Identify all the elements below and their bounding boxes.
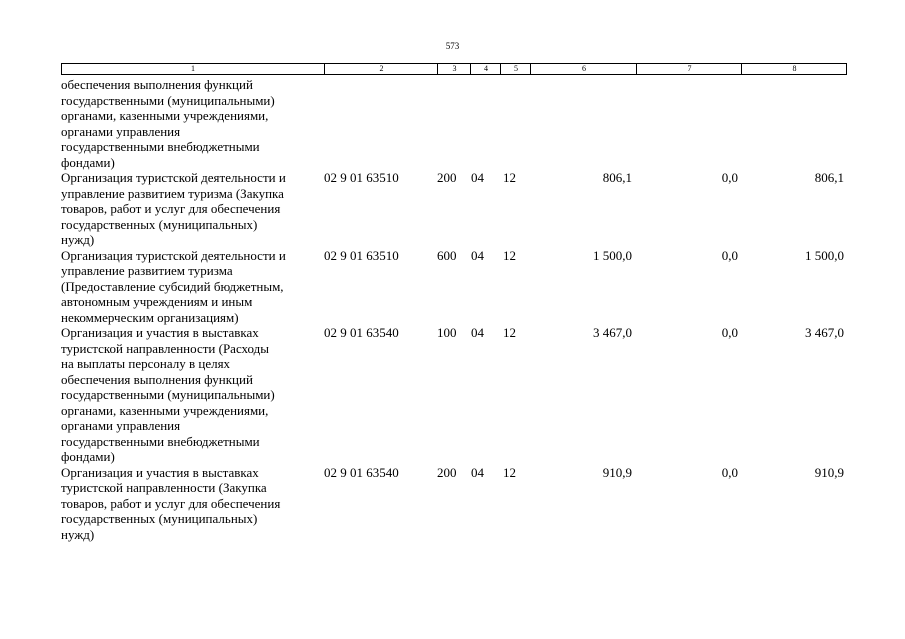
row-expense-type: 200 [437, 464, 457, 480]
table-row [61, 325, 847, 465]
row-expense-type: 600 [437, 247, 457, 263]
row-section: 04 [471, 464, 484, 480]
column-header-4: 4 [470, 64, 501, 74]
column-header-8: 8 [741, 64, 847, 74]
row-subsection: 12 [503, 247, 516, 263]
row-section: 04 [471, 247, 484, 263]
row-expense-type: 100 [437, 325, 457, 340]
row-subsection: 12 [503, 325, 516, 340]
row-target-code: 02 9 01 63510 [324, 170, 399, 185]
table-row [61, 465, 847, 543]
page-number: 573 [445, 41, 460, 51]
column-header-2: 2 [324, 64, 438, 74]
row-target-code: 02 9 01 63540 [324, 464, 399, 480]
continuation-row [61, 77, 847, 170]
row-value-6: 806,1 [602, 170, 632, 185]
row-name: Организация и участия в выставках туристской направленности (Закупка товаров, работ и услуг для обеспечения государственных (муниципальных) нужд) [61, 464, 281, 542]
row-value-7: 0,0 [721, 325, 738, 340]
table-row [61, 170, 847, 248]
row-section: 04 [471, 325, 484, 340]
budget-table-body [61, 77, 847, 542]
continuation-text: обеспечения выполнения функций государственными (муниципальными) органами, казенными учреждениями, органами управления государственными внебюджетными фондами) [61, 77, 275, 170]
row-name: Организация туристской деятельности и управление развитием туризма (Закупка товаров, работ и услуг для обеспечения государственных (муниципальных) нужд) [61, 170, 286, 247]
row-target-code: 02 9 01 63510 [324, 247, 399, 263]
row-value-8: 806,1 [814, 170, 844, 185]
row-subsection: 12 [503, 464, 516, 480]
column-header-5: 5 [500, 64, 531, 74]
row-name: Организация туристской деятельности и управление развитием туризма (Предоставление субсидий бюджетным, автономным учреждениям и иным некоммерческим организациям) [61, 247, 286, 325]
column-header-6: 6 [530, 64, 637, 74]
row-value-8: 1 500,0 [805, 247, 844, 263]
row-value-8: 910,9 [814, 464, 844, 480]
table-row [61, 248, 847, 326]
column-header-7: 7 [636, 64, 742, 74]
row-value-6: 910,9 [602, 464, 632, 480]
row-subsection: 12 [503, 170, 516, 185]
column-header-1: 1 [191, 64, 195, 73]
column-number-header [61, 63, 847, 75]
column-header-3: 3 [437, 64, 471, 74]
row-value-7: 0,0 [721, 464, 738, 480]
row-value-7: 0,0 [721, 170, 738, 185]
row-name: Организация и участия в выставках туристской направленности (Расходы на выплаты персоналу в целях обеспечения выполнения функций государственными (муниципальными) органами, казенными учреждениями, органами управления государственными внебюджетными фондами) [61, 325, 275, 464]
row-expense-type: 200 [437, 170, 457, 185]
row-value-7: 0,0 [721, 247, 738, 263]
row-section: 04 [471, 170, 484, 185]
row-target-code: 02 9 01 63540 [324, 325, 399, 340]
row-value-6: 3 467,0 [593, 325, 632, 340]
row-value-8: 3 467,0 [805, 325, 844, 340]
row-value-6: 1 500,0 [593, 247, 632, 263]
